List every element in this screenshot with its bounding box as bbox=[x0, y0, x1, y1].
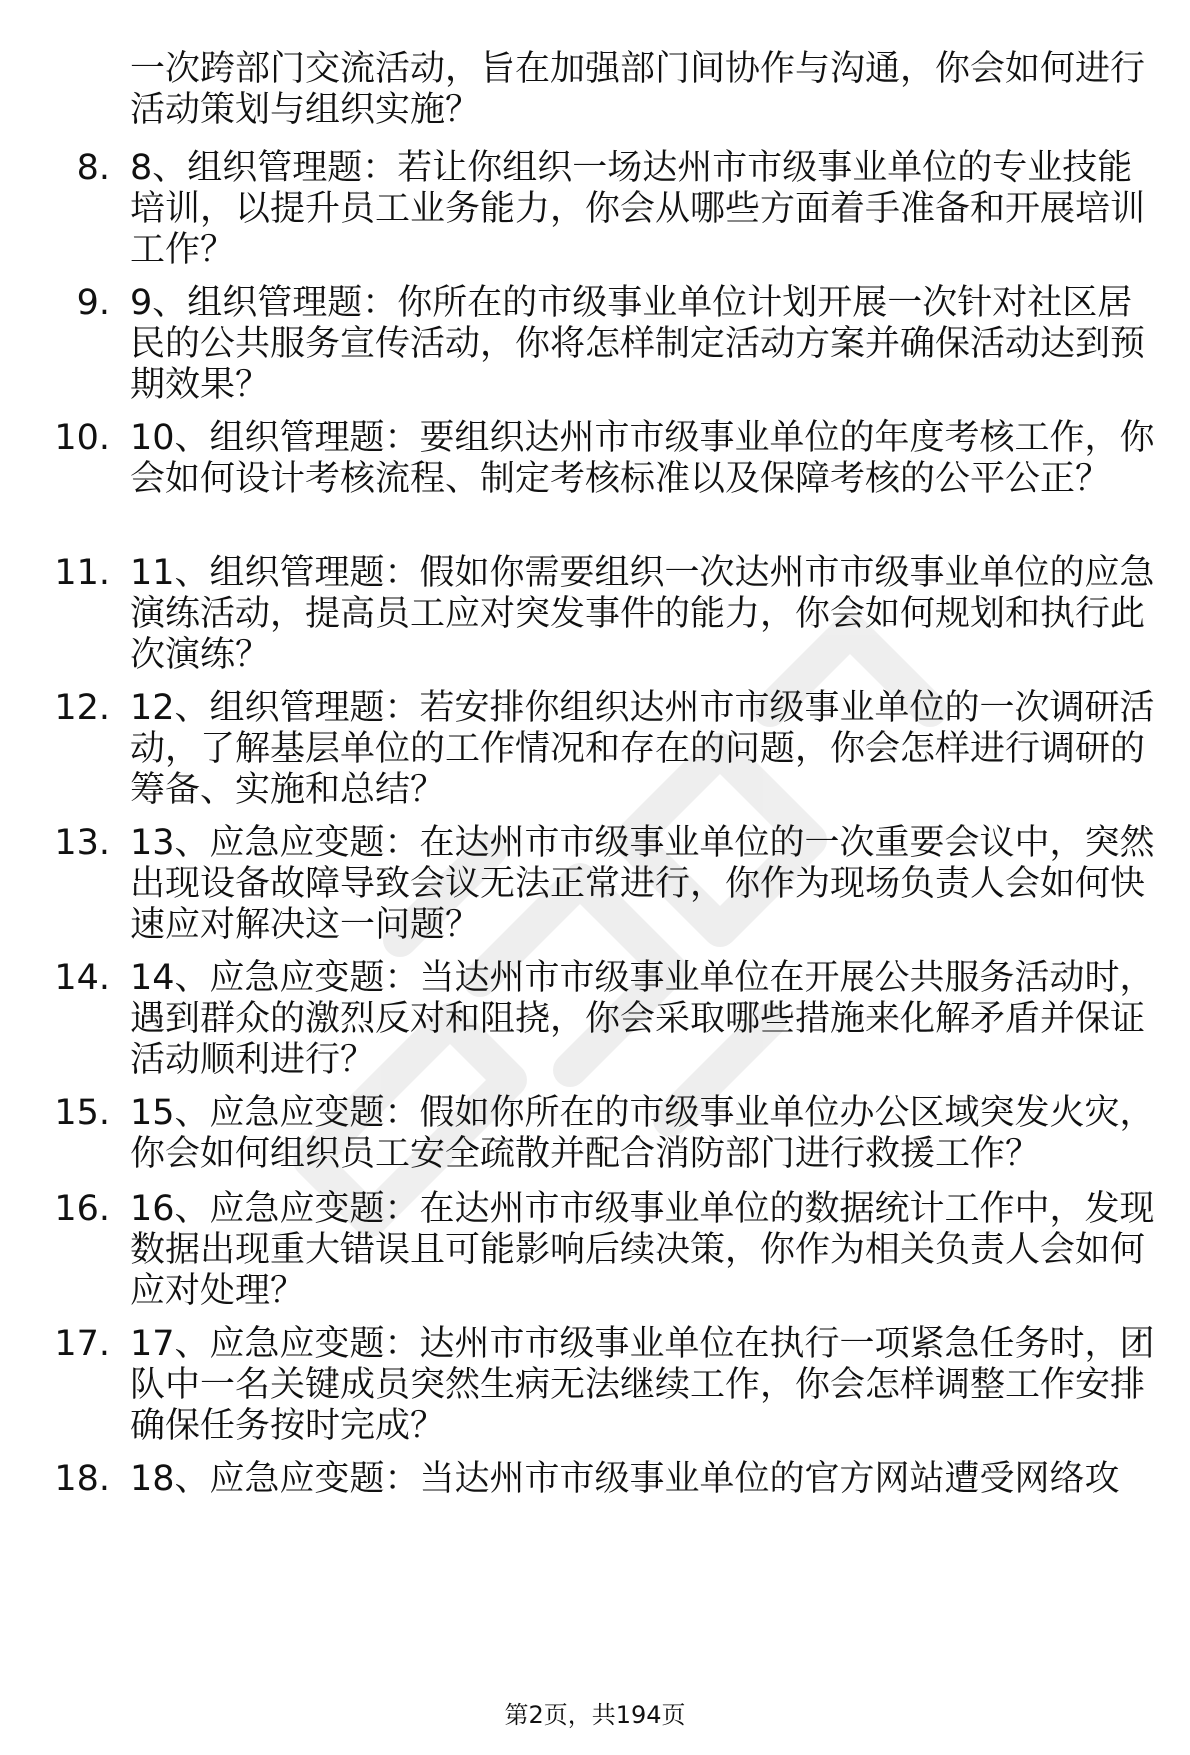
list-item-number: 14. bbox=[54, 958, 110, 998]
list-item-number: 10. bbox=[54, 418, 110, 458]
list-item-text: 16、应急应变题：在达州市市级事业单位的数据统计工作中，发现数据出现重大错误且可能影响后续决策，你作为相关负责人会如何应对处理？ bbox=[130, 1189, 1155, 1311]
list-item-text: 14、应急应变题：当达州市市级事业单位在开展公共服务活动时，遇到群众的激烈反对和阻挠，你会采取哪些措施来化解矛盾并保证活动顺利进行？ bbox=[130, 958, 1155, 1080]
list-item-text: 13、应急应变题：在达州市市级事业单位的一次重要会议中，突然出现设备故障导致会议无法正常进行，你作为现场负责人会如何快速应对解决这一问题？ bbox=[130, 823, 1155, 945]
continued-question-text: 一次跨部门交流活动，旨在加强部门间协作与沟通，你会如何进行活动策划与组织实施？ bbox=[130, 49, 1146, 130]
list-item-number: 9. bbox=[76, 283, 110, 323]
list-item-number: 8. bbox=[76, 148, 110, 188]
list-item-text: 11、组织管理题：假如你需要组织一次达州市市级事业单位的应急演练活动，提高员工应对突发事件的能力，你会如何规划和执行此次演练？ bbox=[130, 553, 1155, 675]
list-item-number: 12. bbox=[54, 688, 110, 728]
list-item-text: 15、应急应变题：假如你所在的市级事业单位办公区域突发火灾，你会如何组织员工安全疏散并配合消防部门进行救援工作？ bbox=[130, 1093, 1155, 1174]
list-item-text: 12、组织管理题：若安排你组织达州市市级事业单位的一次调研活动，了解基层单位的工作情况和存在的问题，你会怎样进行调研的筹备、实施和总结？ bbox=[130, 688, 1155, 810]
page-number-footer: 第2页，共194页 bbox=[504, 1701, 686, 1729]
list-item-text: 9、组织管理题：你所在的市级事业单位计划开展一次针对社区居民的公共服务宣传活动，你将怎样制定活动方案并确保活动达到预期效果？ bbox=[130, 283, 1146, 405]
list-item-number: 16. bbox=[54, 1189, 110, 1229]
list-item-number: 15. bbox=[54, 1093, 110, 1133]
list-item-text: 8、组织管理题：若让你组织一场达州市市级事业单位的专业技能培训，以提升员工业务能力，你会从哪些方面着手准备和开展培训工作？ bbox=[130, 148, 1146, 270]
list-item-text: 18、应急应变题：当达州市市级事业单位的官方网站遭受网络攻 bbox=[130, 1459, 1120, 1499]
list-item-number: 11. bbox=[54, 553, 110, 593]
list-item-text: 17、应急应变题：达州市市级事业单位在执行一项紧急任务时，团队中一名关键成员突然生病无法继续工作，你会怎样调整工作安排确保任务按时完成？ bbox=[130, 1324, 1155, 1446]
list-item-number: 13. bbox=[54, 823, 110, 863]
list-item-number: 18. bbox=[54, 1459, 110, 1499]
list-item-text: 10、组织管理题：要组织达州市市级事业单位的年度考核工作，你会如何设计考核流程、制定考核标准以及保障考核的公平公正？ bbox=[130, 418, 1155, 499]
list-item-number: 17. bbox=[54, 1324, 110, 1364]
